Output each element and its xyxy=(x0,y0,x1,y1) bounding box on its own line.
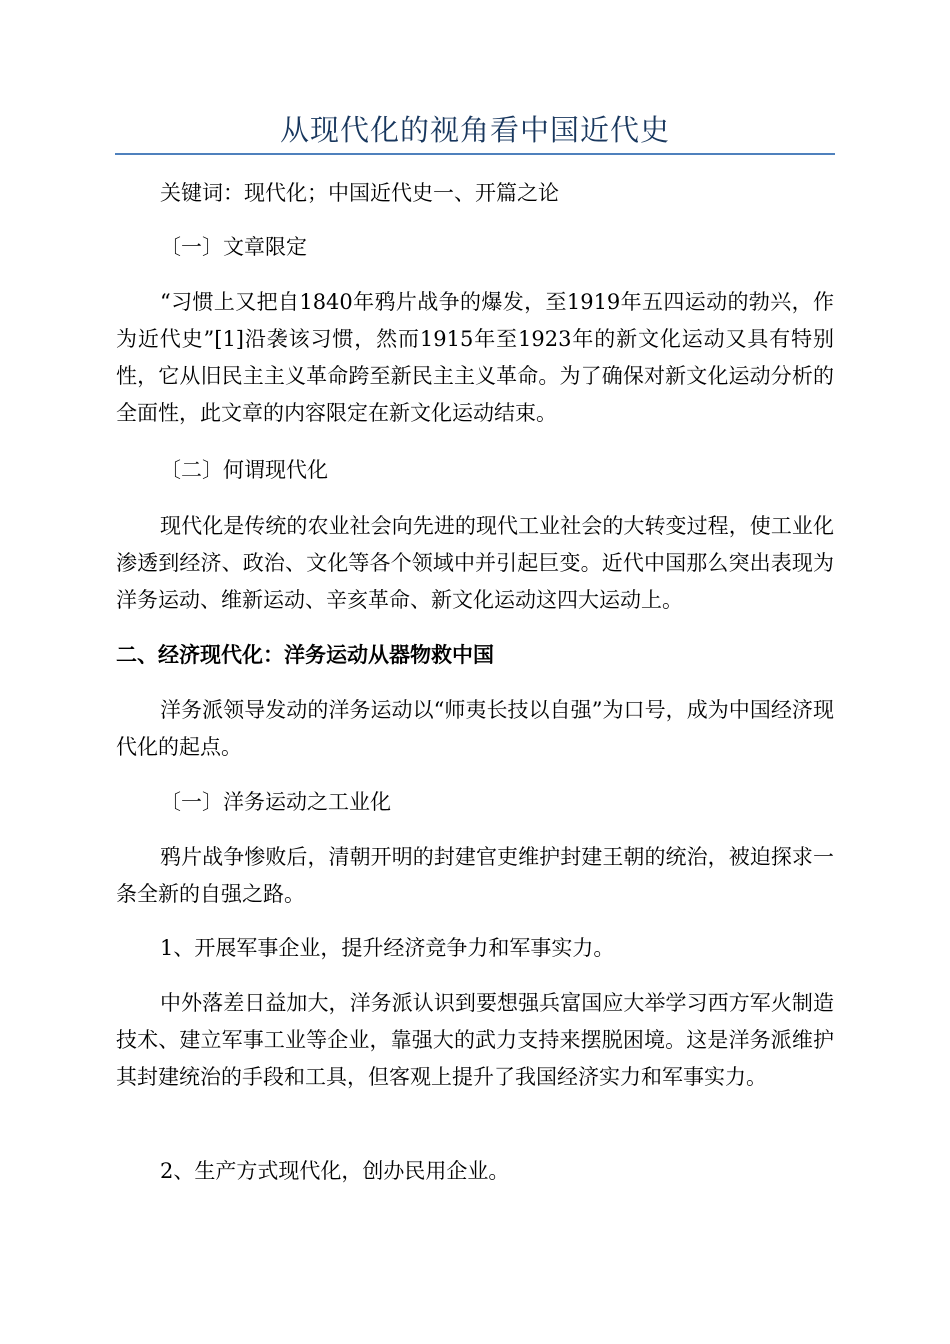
section-heading-economic-modernization: 二、经济现代化：洋务运动从器物救中国 xyxy=(116,643,494,667)
keywords-line: 关键词：现代化；中国近代史一、开篇之论 xyxy=(160,181,559,205)
title-underline xyxy=(115,153,835,155)
subheading-what-is-modernization: 〔二〕何谓现代化 xyxy=(160,458,328,482)
paragraph-military-industry: 中外落差日益加大，洋务派认识到要想强兵富国应大举学习西方军火制造技术、建立军事工业等企业，靠强大的武力支持来摆脱困境。这是洋务派维护其封建统治的手段和工具，但客观上提升了我国经济实力和军事实力。 xyxy=(116,991,834,1089)
paragraph-opium-war-aftermath: 鸦片战争惨败后，清朝开明的封建官吏维护封建王朝的统治，被迫探求一条全新的自强之路。 xyxy=(116,845,834,906)
paragraph-scope-text: “习惯上又把自1840年鸦片战争的爆发，至1919年五四运动的勃兴，作为近代史”[1]沿袭该习惯，然而1915年至1923年的新文化运动又具有特别性，它从旧民主主义革命跨至新民主主义革命。为了确保对新文化运动分析的全面性，此文章的内容限定在新文化运动结束。 xyxy=(116,290,834,425)
list-item-military-enterprises: 1、开展军事企业，提升经济竞争力和军事实力。 xyxy=(160,936,615,960)
paragraph-modernization-definition: 现代化是传统的农业社会向先进的现代工业社会的大转变过程，使工业化渗透到经济、政治、文化等各个领域中并引起巨变。近代中国那么突出表现为洋务运动、维新运动、辛亥革命、新文化运动这四大运动上。 xyxy=(116,514,834,612)
subheading-industrialization: 〔一〕洋务运动之工业化 xyxy=(160,790,391,814)
page-title: 从现代化的视角看中国近代史 xyxy=(279,113,670,147)
list-item-civilian-enterprises: 2、生产方式现代化，创办民用企业。 xyxy=(160,1159,510,1183)
subheading-article-scope: 〔一〕文章限定 xyxy=(160,235,307,259)
paragraph-westernization-intro: 洋务派领导发动的洋务运动以“师夷长技以自强”为口号，成为中国经济现代化的起点。 xyxy=(116,698,834,759)
